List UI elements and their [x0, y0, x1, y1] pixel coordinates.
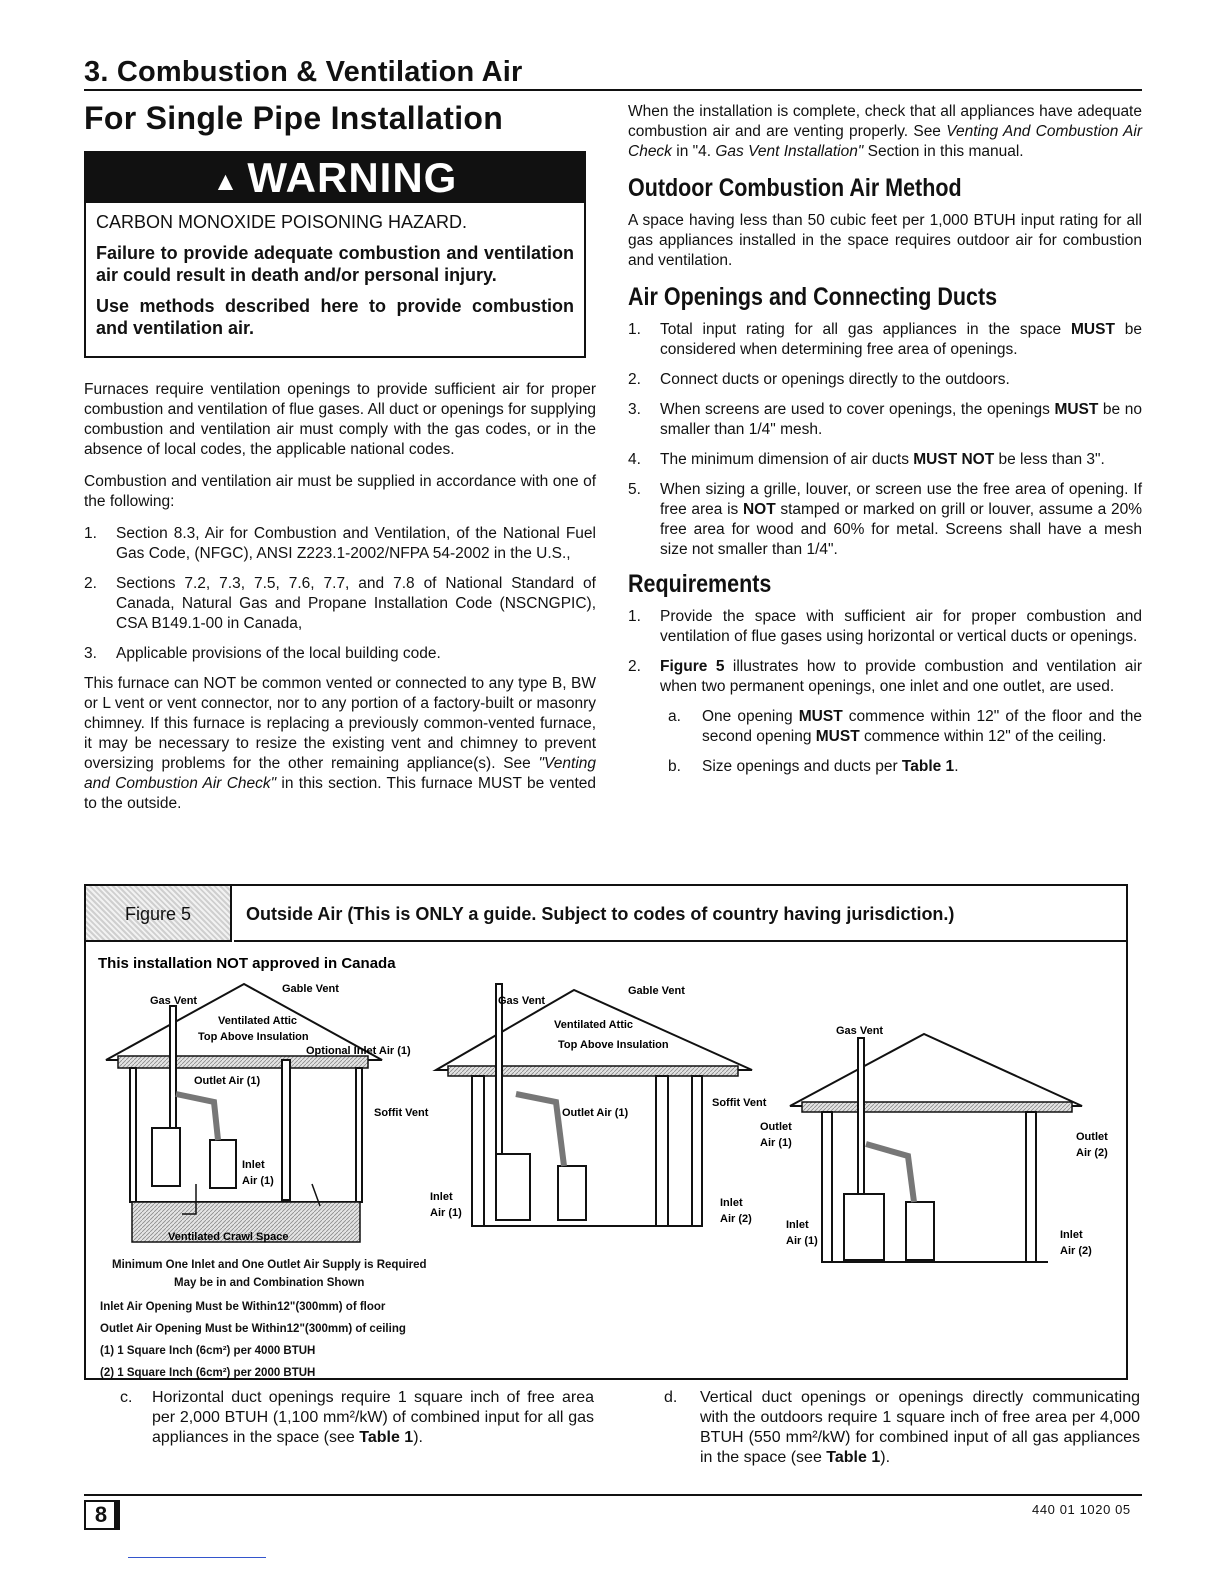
svg-text:Air (2): Air (2) [720, 1213, 752, 1225]
requirements-list [628, 607, 1142, 697]
section-rule [84, 89, 1142, 91]
list-item: 1. Provide the space with sufficient air for proper combustion and ventilation of flue gases using horizontal or vertical ducts or openings. [628, 608, 1142, 645]
svg-text:Outlet Air (1): Outlet Air (1) [194, 1075, 261, 1087]
svg-text:Inlet: Inlet [242, 1159, 265, 1171]
heading-openings: Air Openings and Connecting Ducts [628, 283, 998, 311]
note-line: Minimum One Inlet and One Outlet Air Supply is Required [112, 1259, 427, 1271]
figure-notes [100, 1254, 500, 1384]
svg-text:Gas Vent: Gas Vent [498, 995, 546, 1007]
openings-list [628, 320, 1142, 560]
svg-text:Inlet: Inlet [786, 1219, 809, 1231]
paragraph-2: Combustion and ventilation air must be supplied in accordance with one of the following: [84, 473, 596, 510]
requirements-sublist [628, 707, 1142, 777]
list-item: 5. When sizing a grille, louver, or screen use the free area of opening. If free area is NOT stamped or marked on grill or louver, assume a 20% free area for wood and 60% for metal. Screens shall have a mesh size not smaller than 1/4". [628, 481, 1142, 558]
svg-text:Soffit Vent: Soffit Vent [712, 1097, 767, 1109]
svg-text:Top Above Insulation: Top Above Insulation [558, 1039, 669, 1051]
footer-rule [84, 1494, 1142, 1496]
svg-text:Outlet Air (1): Outlet Air (1) [562, 1107, 629, 1119]
paragraph-3: This furnace can NOT be common vented or connected to any type B, BW or L vent or vent connector, nor to any portion of a factory-built or masonry chimney. If this furnace is replacing a previously common-vented furnace, it may be necessary to resize the existing vent and chimney to prevent oversizing problems for the other remaining appliance(s). See "Venting and Combustion Air Check" in this section. This furnace MUST be vented to the outside. [84, 675, 596, 812]
list-item: b. Size openings and ducts per Table 1. [668, 758, 959, 775]
not-approved-label: This installation NOT approved in Canada [98, 955, 396, 972]
outdoor-paragraph: A space having less than 50 cubic feet per 1,000 BTUH input rating for all gas appliances installed in the space requires outdoor air for combustion and ventilation. [628, 212, 1142, 269]
warning-line1: Failure to provide adequate combustion and ventilation air could result in death and/or personal injury. [96, 243, 574, 285]
item-d: d. Vertical duct openings or openings directly communicating with the outdoors require 1 square inch of free area per 4,000 BTUH (550 mm²/kW) for combined input of all gas appliances in the space (see Table 1). [664, 1389, 1140, 1466]
link-underline [128, 1557, 266, 1558]
svg-text:Air (2): Air (2) [1076, 1147, 1108, 1159]
list-item: 1. Section 8.3, Air for Combustion and Ventilation, of the National Fuel Gas Code, (NFGC), ANSI Z223.1-2002/NFPA 54-2002 in the U.S., [84, 525, 596, 562]
svg-text:Ventilated Attic: Ventilated Attic [218, 1015, 298, 1027]
page-number-bar [114, 1500, 120, 1530]
item-c: c. Horizontal duct openings require 1 square inch of free area per 2,000 BTUH (1,100 mm²/kW) of combined input for all gas appliances in the space (see Table 1). [120, 1389, 594, 1446]
figure-tag: Figure 5 [86, 886, 232, 942]
code-list [84, 524, 596, 664]
document-code: 440 01 1020 05 [1032, 1502, 1131, 1517]
svg-text:Ventilated Crawl Space: Ventilated Crawl Space [168, 1231, 289, 1243]
note-line: Inlet Air Opening Must be Within12"(300mm) of floor [100, 1301, 386, 1313]
warning-box [84, 151, 586, 358]
list-item: 1. Total input rating for all gas appliances in the space MUST be considered when determining free area of openings. [628, 321, 1142, 358]
warning-line2: Use methods described here to provide combustion and ventilation air. [96, 296, 574, 338]
svg-text:Inlet: Inlet [430, 1191, 453, 1203]
warning-header [86, 153, 584, 203]
page-number: 8 [84, 1500, 118, 1530]
heading-requirements: Requirements [628, 570, 772, 598]
list-item: 3. When screens are used to cover openings, the openings MUST be no smaller than 1/4" mesh. [628, 401, 1142, 438]
list-item: a. One opening MUST commence within 12" of the floor and the second opening MUST commence within 12" of the ceiling. [668, 708, 1142, 745]
svg-text:Air (2): Air (2) [1060, 1245, 1092, 1257]
svg-text:Air (1): Air (1) [786, 1235, 818, 1247]
right-column [628, 102, 1142, 787]
note-line: (2) 1 Square Inch (6cm²) per 2000 BTUH [100, 1367, 316, 1379]
note-line: May be in and Combination Shown [174, 1277, 365, 1289]
svg-text:Optional Inlet Air (1): Optional Inlet Air (1) [306, 1045, 411, 1057]
svg-text:Outlet: Outlet [760, 1121, 792, 1133]
svg-text:Gable Vent: Gable Vent [628, 985, 685, 997]
svg-text:Air (1): Air (1) [430, 1207, 462, 1219]
list-item: 2. Connect ducts or openings directly to the outdoors. [628, 371, 1010, 388]
svg-text:Inlet: Inlet [1060, 1229, 1083, 1241]
svg-text:Air (1): Air (1) [760, 1137, 792, 1149]
intro-paragraph: When the installation is complete, check that all appliances have adequate combustion air and are venting properly. See Venting And Combustion Air Check in "4. Gas Vent Installation" Section in this manual. [628, 103, 1142, 160]
svg-text:Ventilated Attic: Ventilated Attic [554, 1019, 634, 1031]
left-column [84, 100, 596, 826]
svg-text:Gas Vent: Gas Vent [150, 995, 198, 1007]
house-3 [790, 1034, 1082, 1262]
heading-outdoor: Outdoor Combustion Air Method [628, 174, 962, 202]
cross-reference: "Venting and Combustion Air Check" [84, 755, 596, 792]
svg-text:Inlet: Inlet [720, 1197, 743, 1209]
list-item: 4. The minimum dimension of air ducts MUST NOT be less than 3". [628, 451, 1105, 468]
figure-caption: Outside Air (This is ONLY a guide. Subject to codes of country having jurisdiction.) [234, 886, 1126, 942]
svg-text:Gable Vent: Gable Vent [282, 983, 339, 995]
figure-5 [84, 884, 1128, 1380]
svg-text:Top Above Insulation: Top Above Insulation [198, 1031, 309, 1043]
note-line: (1) 1 Square Inch (6cm²) per 4000 BTUH [100, 1345, 316, 1357]
paragraph-1: Furnaces require ventilation openings to provide sufficient air for proper combustion and ventilation of flue gases. All duct or openings for supplying combustion and ventilation air must comply with the gas codes, or in the absence of local codes, the applicable national codes. [84, 381, 596, 458]
list-item: 3. Applicable provisions of the local building code. [84, 645, 441, 662]
list-item: 2. Sections 7.2, 7.3, 7.5, 7.6, 7.7, and 7.8 of National Standard of Canada, Natural Gas and Propane Installation Code (NSCNGPIC), CSA B149.1-00 in Canada, [84, 575, 596, 632]
note-line: Outlet Air Opening Must be Within12"(300mm) of ceiling [100, 1323, 406, 1335]
warning-label: WARNING [247, 154, 458, 201]
svg-text:Soffit Vent: Soffit Vent [374, 1107, 429, 1119]
svg-text:Air (1): Air (1) [242, 1175, 274, 1187]
subtitle: For Single Pipe Installation [84, 100, 504, 136]
warning-hazard: CARBON MONOXIDE POISONING HAZARD. [96, 212, 468, 232]
warning-triangle-icon: ▲ [212, 165, 240, 196]
svg-text:Outlet: Outlet [1076, 1131, 1108, 1143]
svg-text:Gas Vent: Gas Vent [836, 1025, 884, 1037]
section-title: 3. Combustion & Ventilation Air [84, 56, 523, 88]
list-item: 2. Figure 5 illustrates how to provide combustion and ventilation air when two permanent openings, one inlet and one outlet, are used. [628, 658, 1142, 695]
